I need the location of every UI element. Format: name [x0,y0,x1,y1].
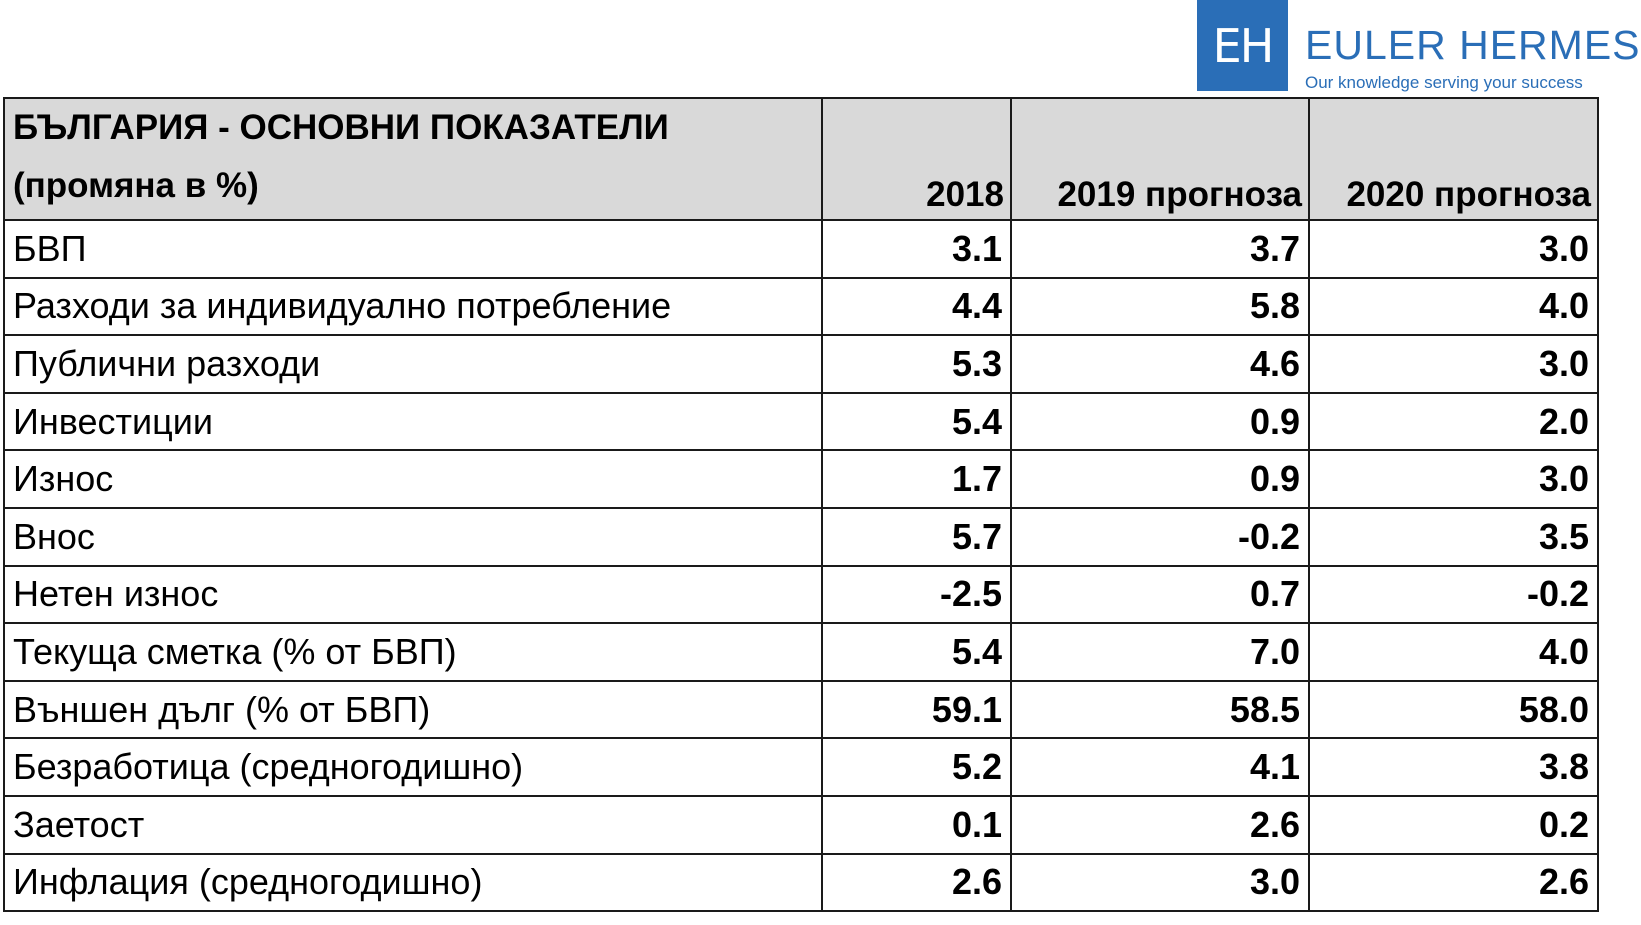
table-row [4,393,1598,451]
table-row [4,450,1598,508]
table-row [4,681,1598,739]
value-cell: -0.2 [1309,566,1598,624]
value-cell: 5.4 [822,623,1011,681]
table-row [4,508,1598,566]
value-cell: 4.0 [1309,623,1598,681]
row-label: Инфлация (средногодишно) [4,854,822,912]
value-cell: 2.6 [1011,796,1309,854]
row-label: Безработица (средногодишно) [4,738,822,796]
table-row [4,220,1598,278]
value-cell: 3.0 [1309,220,1598,278]
table-row [4,566,1598,624]
value-cell: 5.2 [822,738,1011,796]
table-row [4,623,1598,681]
value-cell: 0.1 [822,796,1011,854]
row-label: Текуща сметка (% от БВП) [4,623,822,681]
column-header-2020: 2020 прогноза [1309,98,1598,220]
value-cell: 5.7 [822,508,1011,566]
value-cell: 5.8 [1011,278,1309,336]
value-cell: 2.0 [1309,393,1598,451]
table-row [4,278,1598,336]
value-cell: 0.9 [1011,450,1309,508]
row-label: Заетост [4,796,822,854]
value-cell: 0.7 [1011,566,1309,624]
table-title-line1: БЪЛГАРИЯ - ОСНОВНИ ПОКАЗАТЕЛИ [13,108,669,147]
value-cell: -2.5 [822,566,1011,624]
table-row [4,335,1598,393]
row-label: Инвестиции [4,393,822,451]
value-cell: 3.1 [822,220,1011,278]
row-label: БВП [4,220,822,278]
row-label: Разходи за индивидуално потребление [4,278,822,336]
value-cell: 2.6 [822,854,1011,912]
value-cell: 0.9 [1011,393,1309,451]
indicators-table [3,97,1599,912]
row-label: Износ [4,450,822,508]
value-cell: 4.6 [1011,335,1309,393]
value-cell: 58.0 [1309,681,1598,739]
logo-mark: EH [1212,18,1273,73]
value-cell: 3.7 [1011,220,1309,278]
value-cell: 7.0 [1011,623,1309,681]
value-cell: 3.0 [1309,450,1598,508]
column-header-2019: 2019 прогноза [1011,98,1309,220]
value-cell: 3.0 [1011,854,1309,912]
value-cell: 5.4 [822,393,1011,451]
row-label: Публични разходи [4,335,822,393]
header-row [4,98,1598,220]
value-cell: 5.3 [822,335,1011,393]
value-cell: 2.6 [1309,854,1598,912]
value-cell: 0.2 [1309,796,1598,854]
table-row [4,854,1598,912]
table-body [4,220,1598,911]
value-cell: 59.1 [822,681,1011,739]
row-label: Внос [4,508,822,566]
table-title-line2: (промяна в %) [13,166,259,205]
row-label: Външен дълг (% от БВП) [4,681,822,739]
value-cell: 3.0 [1309,335,1598,393]
brand-logo [1197,0,1288,91]
brand-name: EULER HERMES [1305,22,1641,68]
row-label: Нетен износ [4,566,822,624]
table-title [4,98,822,220]
table-row [4,738,1598,796]
value-cell: 1.7 [822,450,1011,508]
value-cell: -0.2 [1011,508,1309,566]
value-cell: 4.0 [1309,278,1598,336]
brand-tagline: Our knowledge serving your success [1305,73,1583,92]
table-row [4,796,1598,854]
column-header-2018: 2018 [822,98,1011,220]
value-cell: 58.5 [1011,681,1309,739]
value-cell: 4.1 [1011,738,1309,796]
value-cell: 3.8 [1309,738,1598,796]
value-cell: 3.5 [1309,508,1598,566]
value-cell: 4.4 [822,278,1011,336]
